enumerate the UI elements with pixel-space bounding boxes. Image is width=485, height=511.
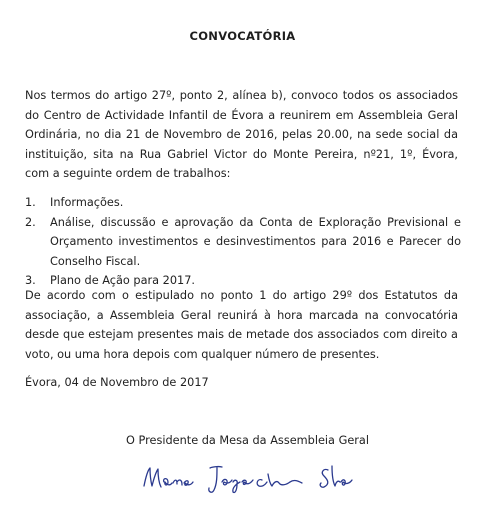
agenda-item <box>25 213 461 272</box>
document-title: CONVOCATÓRIA <box>189 29 296 43</box>
agenda-item-text: Análise, discussão e aprovação da Conta de Exploração Previsional e Orçamento investimentos e desinvestimentos para 2016 e Parecer do Conselho Fiscal. <box>50 215 461 268</box>
quorum-paragraph: De acordo com o estipulado no ponto 1 do artigo 29º dos Estatutos da associação, a Assembleia Geral reunirá à hora marcada na convocatória desde que estejam presentes mais de metade dos associados com direito a voto, ou uma hora depois com qualquer número de presentes. <box>25 289 458 361</box>
handwritten-signature <box>138 452 368 502</box>
agenda-list <box>25 193 461 291</box>
date-line: Évora, 04 de Novembro de 2017 <box>25 376 209 389</box>
intro-paragraph: Nos termos do artigo 27º, ponto 2, alínea b), convoco todos os associados do Centro de Actividade Infantil de Évora a reunirem em Assembleia Geral Ordinária, no dia 21 de Novembro de 2016, pelas 20.00, na sede social da instituição, sita na Rua Gabriel Victor do Monte Pereira, nº21, 1º, Évora, com a seguinte ordem de trabalhos: <box>25 89 458 180</box>
agenda-item-number: 3. <box>25 274 36 287</box>
agenda-item-number: 1. <box>25 196 36 209</box>
agenda-item-text: Plano de Ação para 2017. <box>50 274 196 287</box>
agenda-item <box>25 193 461 213</box>
signatory-role: O Presidente da Mesa da Assembleia Geral <box>126 434 369 447</box>
agenda-item-number: 2. <box>25 215 36 229</box>
agenda-item-text: Informações. <box>50 196 124 209</box>
